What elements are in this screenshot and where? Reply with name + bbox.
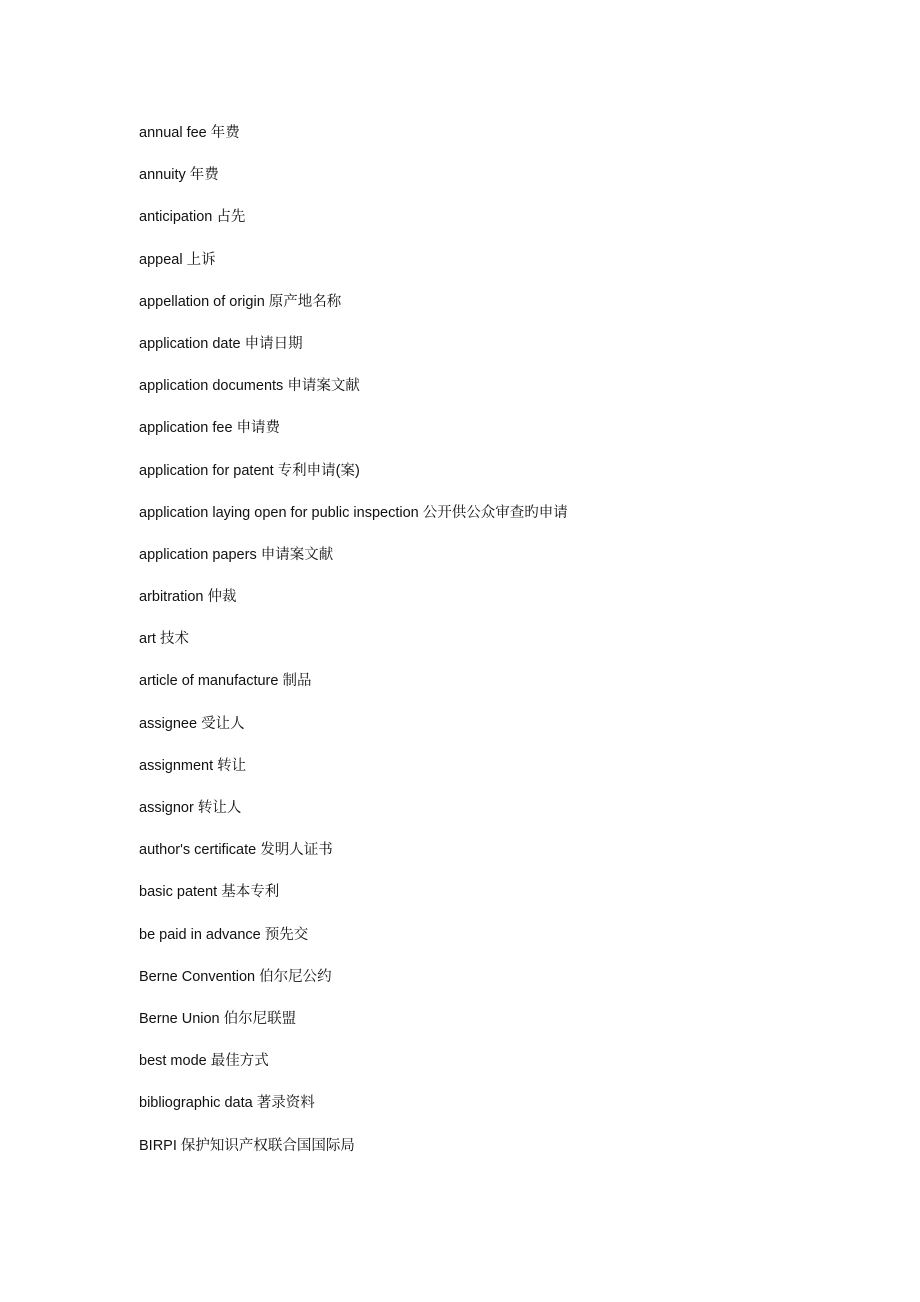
- entry-text: assignee 受让人: [139, 715, 245, 732]
- glossary-entry: [139, 881, 568, 923]
- glossary-entry: [139, 713, 568, 755]
- glossary-entry: [139, 417, 568, 459]
- glossary-entry: [139, 164, 568, 206]
- glossary-entry: [139, 1092, 568, 1134]
- entry-text: art 技术: [139, 631, 189, 648]
- glossary-entry: [139, 1008, 568, 1050]
- entry-text: BIRPI 保护知识产权联合国国际局: [139, 1137, 355, 1154]
- glossary-entry: [139, 1135, 568, 1177]
- glossary-entry: [139, 586, 568, 628]
- entry-text: appellation of origin 原产地名称: [139, 293, 342, 310]
- entry-text: application for patent 专利申请(案): [139, 462, 360, 479]
- entry-text: arbitration 仲裁: [139, 589, 237, 606]
- entry-text: article of manufacture 制品: [139, 673, 312, 690]
- glossary-entry: [139, 544, 568, 586]
- glossary-entry: [139, 966, 568, 1008]
- entry-text: assignment 转让: [139, 757, 247, 774]
- entry-text: best mode 最佳方式: [139, 1053, 269, 1070]
- entry-text: application papers 申请案文献: [139, 546, 334, 563]
- entry-text: application laying open for public inspection 公开供公众审查旳申请: [139, 504, 568, 521]
- entry-text: appeal 上诉: [139, 251, 216, 268]
- glossary-entry: [139, 249, 568, 291]
- entry-text: annuity 年费: [139, 167, 219, 184]
- entry-text: author's certificate 发明人证书: [139, 842, 333, 859]
- glossary-entry: [139, 755, 568, 797]
- glossary-entry: [139, 924, 568, 966]
- entry-text: Berne Convention 伯尔尼公约: [139, 968, 332, 985]
- glossary-entry: [139, 375, 568, 417]
- entry-text: Berne Union 伯尔尼联盟: [139, 1010, 297, 1027]
- entry-text: assignor 转让人: [139, 800, 242, 816]
- glossary-entry: [139, 670, 568, 712]
- entry-text: application documents 申请案文献: [139, 378, 360, 395]
- entry-text: anticipation 占先: [139, 209, 246, 226]
- entry-text: application fee 申请费: [139, 420, 281, 437]
- glossary-entry: [139, 628, 568, 670]
- glossary-entry: [139, 206, 568, 248]
- glossary-list: [139, 122, 568, 1177]
- glossary-entry: [139, 839, 568, 881]
- entry-text: annual fee 年费: [139, 125, 240, 141]
- entry-text: basic patent 基本专利: [139, 884, 280, 901]
- glossary-entry: [139, 1050, 568, 1092]
- glossary-entry: [139, 797, 568, 839]
- entry-text: bibliographic data 著录资料: [139, 1095, 315, 1112]
- glossary-entry: [139, 502, 568, 544]
- glossary-entry: [139, 291, 568, 333]
- glossary-entry: [139, 333, 568, 375]
- glossary-entry: [139, 460, 568, 502]
- entry-text: be paid in advance 预先交: [139, 926, 309, 943]
- entry-text: application date 申请日期: [139, 335, 303, 352]
- glossary-entry: [139, 122, 568, 164]
